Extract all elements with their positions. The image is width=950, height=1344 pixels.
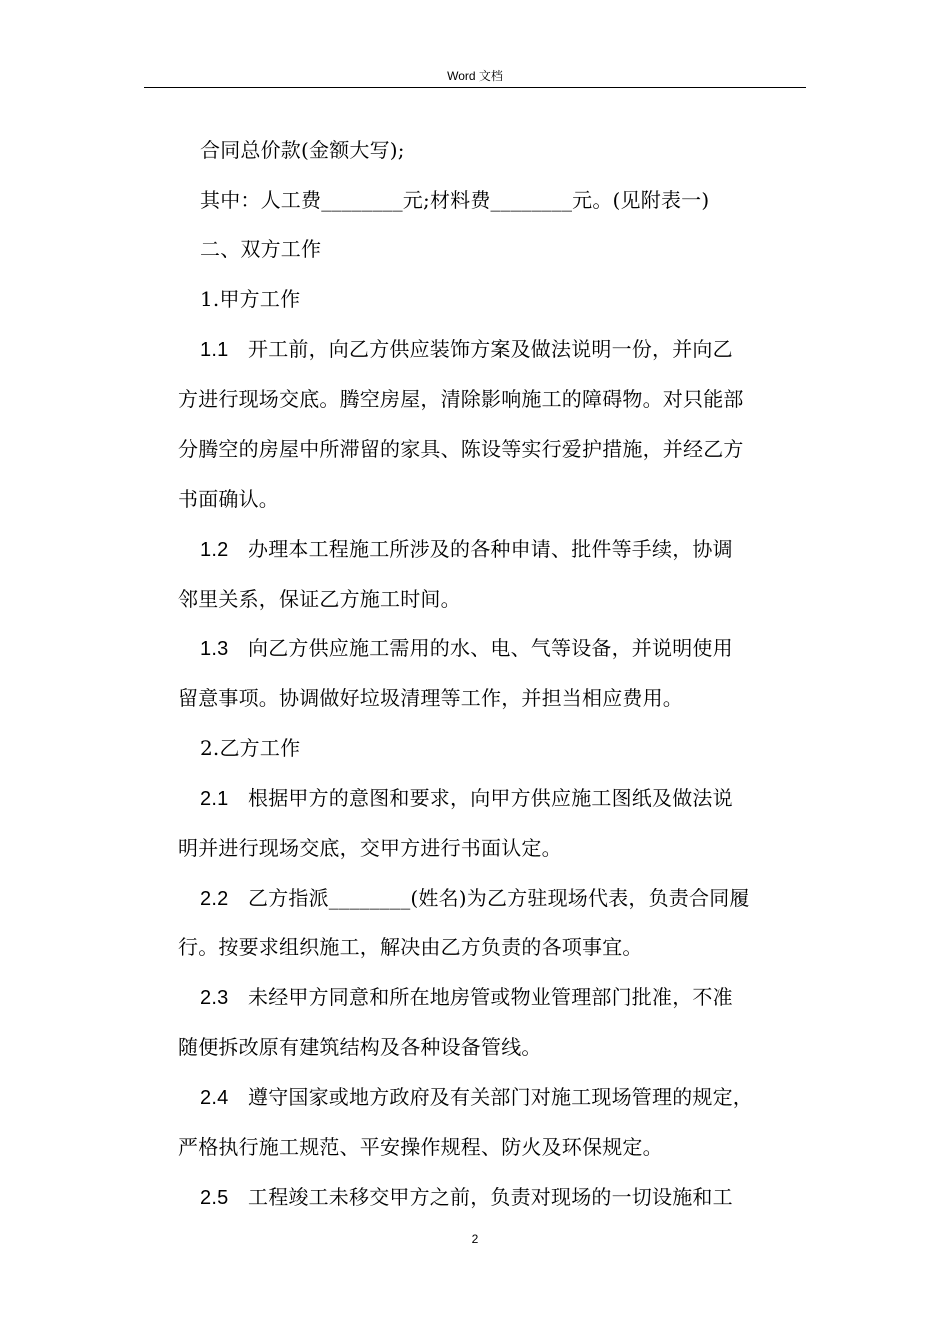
clause-1-1-line: 分腾空的房屋中所滞留的家具、陈设等实行爱护措施，并经乙方	[178, 437, 744, 461]
clause-text: 根据甲方的意图和要求，向甲方供应施工图纸及做法说	[248, 786, 733, 810]
clause-1-1-line: 书面确认。	[178, 487, 279, 511]
clause-2-5-first-line	[200, 1182, 733, 1213]
clause-text: 乙方指派________(姓名)为乙方驻现场代表，负责合同履	[248, 886, 750, 910]
clause-number: 1.3	[200, 638, 229, 660]
clause-2-4-line: 严格执行施工规范、平安操作规程、防火及环保规定。	[178, 1135, 663, 1159]
clause-2-3-line: 随便拆改原有建筑结构及各种设备管线。	[178, 1035, 542, 1059]
clause-1-2-line: 邻里关系，保证乙方施工时间。	[178, 587, 461, 611]
clause-2-2-line: 行。按要求组织施工，解决由乙方负责的各项事宜。	[178, 935, 643, 959]
clause-text: 工程竣工未移交甲方之前，负责对现场的一切设施和工	[248, 1185, 733, 1209]
clause-number: 1.1	[200, 339, 229, 361]
clause-1-1-first-line	[200, 334, 733, 365]
page-number: 2	[471, 1232, 479, 1246]
clause-2-2-first-line	[200, 883, 750, 914]
clause-number: 2.4	[200, 1087, 229, 1109]
total-price-line: 合同总价款(金额大写);	[200, 138, 405, 162]
cost-breakdown-line: 其中：人工费________元;材料费________元。(见附表一)	[200, 188, 710, 212]
clause-2-4-first-line	[200, 1082, 753, 1113]
clause-number: 2.3	[200, 987, 229, 1009]
section-heading-duties: 二、双方工作	[200, 237, 322, 261]
clause-number: 2.5	[200, 1187, 229, 1209]
page-header: Word 文档	[447, 69, 503, 83]
clause-2-1-line: 明并进行现场交底，交甲方进行书面认定。	[178, 836, 562, 860]
clause-1-2-first-line	[200, 534, 733, 565]
clause-number: 1.2	[200, 539, 229, 561]
clause-2-1-first-line	[200, 783, 733, 814]
clause-text: 遵守国家或地方政府及有关部门对施工现场管理的规定，	[248, 1085, 753, 1109]
clause-text: 未经甲方同意和所在地房管或物业管理部门批准，不准	[248, 985, 733, 1009]
clause-1-3-first-line	[200, 633, 733, 664]
clause-number: 2.1	[200, 788, 229, 810]
clause-1-3-line: 留意事项。协调做好垃圾清理等工作，并担当相应费用。	[178, 686, 683, 710]
clause-2-3-first-line	[200, 982, 733, 1013]
subsection-heading-party-a: 1.甲方工作	[200, 287, 301, 311]
header-divider	[144, 87, 806, 88]
subsection-heading-party-b: 2.乙方工作	[200, 736, 301, 760]
clause-number: 2.2	[200, 888, 229, 910]
clause-text: 办理本工程施工所涉及的各种申请、批件等手续，协调	[248, 537, 733, 561]
clause-1-1-line: 方进行现场交底。腾空房屋，清除影响施工的障碍物。对只能部	[178, 387, 744, 411]
clause-text: 开工前，向乙方供应装饰方案及做法说明一份，并向乙	[248, 337, 733, 361]
clause-text: 向乙方供应施工需用的水、电、气等设备，并说明使用	[248, 636, 733, 660]
